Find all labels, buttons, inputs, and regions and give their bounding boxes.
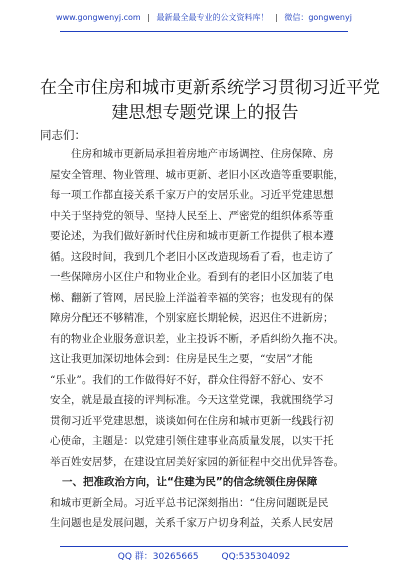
body-line: 梯、翻新了管网，居民脸上洋溢着幸福的笑容；也发现有的保 — [50, 291, 334, 304]
document-body — [50, 144, 368, 534]
body-line: 安全，就是最直接的评判标准。今天这堂党课，我就围绕学习 — [50, 394, 334, 406]
body-line: “乐业”。我们的工作做得好不好，群众住得舒不舒心、安不 — [50, 373, 324, 386]
body-line: 障房分配还不够精准，个别家庭长期轮候，迟迟住不进新房； — [50, 312, 334, 324]
header-wechat: 微信：gongwenyj — [284, 13, 352, 22]
body-line: 生问题也是发展问题，关系千家万户切身利益，关系人民安居 — [50, 517, 334, 529]
greeting: 同志们： — [40, 128, 86, 142]
body-line: 住房和城市更新局承担着房地产市场调控、住房保障、房 — [71, 148, 334, 160]
header-slogan: 最新最全最专业的公文资料库！ — [156, 13, 269, 22]
body-line: 一些保障房小区住户和物业企业。看到有的老旧小区加装了电 — [50, 271, 334, 283]
body-line: 要论述，为我们做好新时代住房和城市更新工作提供了根本遵 — [50, 230, 334, 242]
page-header — [0, 8, 408, 30]
separator: | — [275, 13, 278, 22]
body-line: 有的物业企业服务意识差，业主投诉不断，矛盾纠纷久拖不决。 — [50, 332, 344, 345]
body-line: 中关于坚持党的领导、坚持人民至上、严密党的组织体系等重 — [50, 209, 334, 222]
body-line: 每一项工作都直接关系千家万户的安居乐业。习近平党建思想 — [50, 189, 334, 201]
separator: | — [147, 13, 150, 22]
body-line: 屋安全管理、物业管理、城市更新、老旧小区改造等重要职能， — [50, 168, 344, 181]
footer-divider — [60, 546, 348, 547]
page-footer — [0, 548, 408, 566]
body-line: 这让我更加深切地体会到：住房是民生之要，“安居”才能 — [50, 353, 313, 365]
site-link[interactable]: www.gongwenyj.com — [56, 13, 141, 22]
section-heading: 一、把准政治方向，让“住建为民”的信念统领住房保障 — [62, 476, 318, 488]
footer-qq: QQ:535304092 — [221, 552, 291, 562]
body-line: 贯彻习近平党建思想，谈谈如何在住房和城市更新一线践行初 — [50, 414, 334, 427]
body-line: 循。这段时间，我到几个老旧小区改造现场看了看，也走访了 — [50, 250, 334, 263]
document-title — [40, 76, 380, 126]
title-line-2: 建思想专题党课上的报告 — [111, 103, 299, 123]
header-divider — [60, 31, 348, 32]
title-line-1: 在全市住房和城市更新系统学习贯彻习近平党 — [40, 78, 380, 98]
body-line: 举百姓安居梦，在建设宜居美好家园的新征程中交出优异答卷。 — [50, 455, 344, 468]
body-line: 和城市更新全局。习近平总书记深刻指出：“住房问题既是民 — [50, 496, 329, 509]
body-line: 心使命，主题是：以党建引领住建事业高质量发展，以实干托 — [50, 435, 334, 447]
footer-qq-group: QQ 群：30265665 — [117, 552, 199, 562]
